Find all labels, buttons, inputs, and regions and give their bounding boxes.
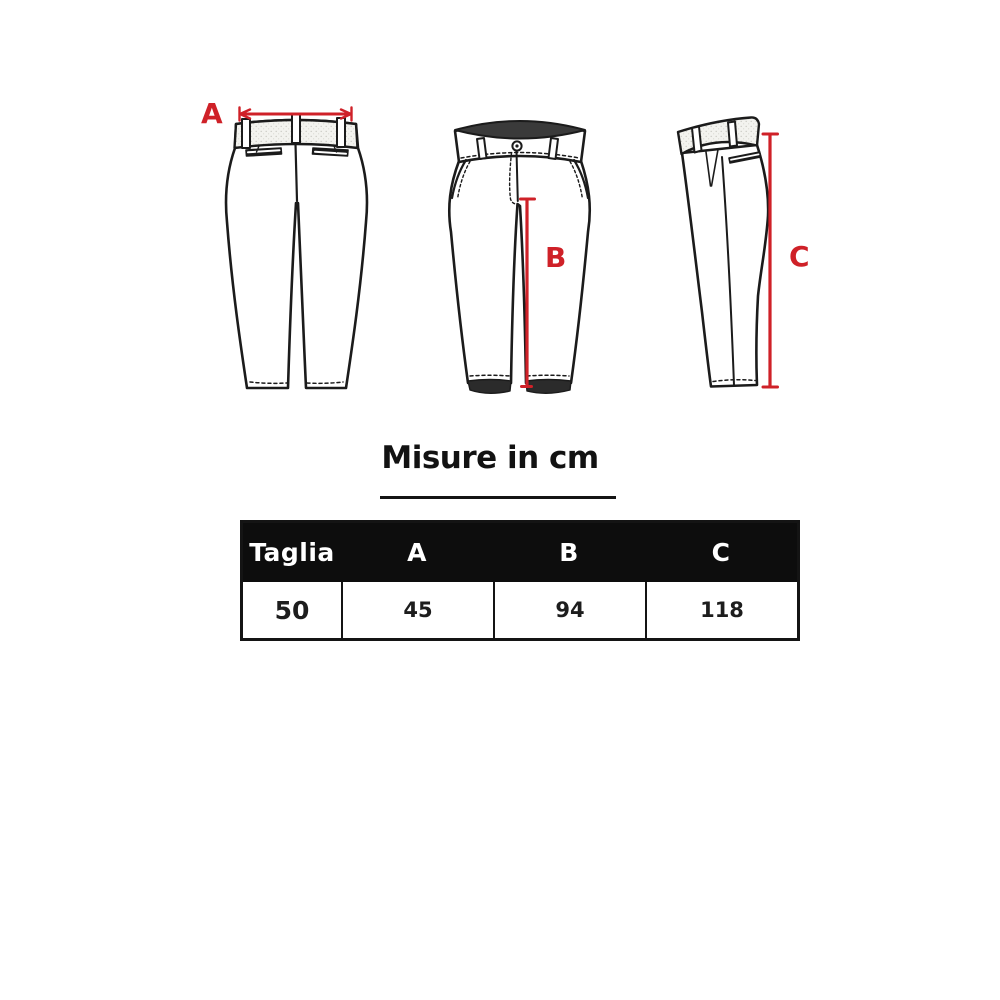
front-fly-seam: [517, 151, 518, 201]
size-table: [240, 520, 800, 641]
pants-back-view-drawing: [226, 114, 367, 388]
back-belt-loop-right: [337, 118, 345, 147]
table-cell-taglia: 50: [243, 582, 341, 638]
title-underline: [380, 496, 616, 499]
table-cell-b: 94: [493, 582, 645, 638]
measurement-b-label: B: [545, 241, 567, 274]
side-belt-loop-right: [728, 122, 737, 147]
back-center-seam: [296, 144, 298, 201]
size-chart-title: Misure in cm: [381, 440, 599, 476]
front-button-dot: [515, 144, 518, 147]
table-header-c: C: [645, 523, 797, 582]
measurement-a-label: A: [201, 97, 223, 130]
side-belt-loop-left: [692, 127, 702, 153]
front-belt-loop-right: [549, 138, 559, 159]
table-cell-c: 118: [645, 582, 797, 638]
front-hem-left-dark: [468, 380, 511, 394]
back-belt-loop-left: [242, 119, 250, 148]
side-silhouette: [682, 145, 768, 387]
table-cell-a: 45: [341, 582, 493, 638]
back-belt-loop-center: [292, 114, 300, 143]
front-belt-loop-left: [477, 138, 487, 159]
table-header-taglia: Taglia: [243, 523, 341, 582]
table-header-a: A: [341, 523, 493, 582]
front-silhouette: [449, 156, 590, 384]
front-hem-stitch-right: [527, 375, 569, 376]
table-header-b: B: [493, 523, 645, 582]
pants-line-drawings: [0, 0, 1000, 430]
pants-front-view-drawing: [449, 121, 590, 393]
measurement-c-label: C: [789, 240, 810, 273]
pants-side-view-drawing: [678, 117, 768, 386]
